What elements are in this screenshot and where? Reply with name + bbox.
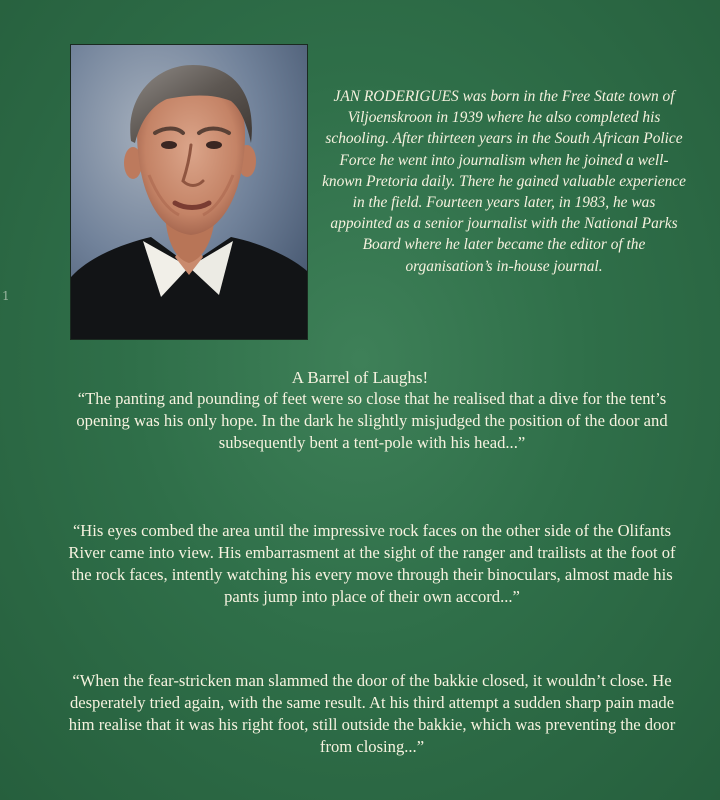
quote-1: “The panting and pounding of feet were so close that he realised that a dive for the tent’s opening was his only hope. In the dark he slightly misjudged the position of the door and subsequently bent a tent-pole with his head...” (76, 389, 668, 452)
quote-3: “When the fear-stricken man slammed the door of the bakkie closed, it wouldn’t close. He desperately tried again, with the same result. At his third attempt a sudden sharp pain made him realise that it was his right foot, still outside the bakkie, which was preventing the door from closing...” (68, 671, 676, 756)
author-portrait-image (71, 45, 307, 339)
author-photo (70, 44, 308, 340)
section-title: A Barrel of Laughs! (291, 368, 429, 387)
quote-2: “His eyes combed the area until the impressive rock faces on the other side of the Olifants River came into view. His embarrasment at the sight of the ranger and trailists at the foot of the rock faces, intently watching his every move through their binoculars, almost made his pants jump into place of their own accord...” (68, 521, 676, 606)
author-bio: JAN RODERIGUES was born in the Free State town of Viljoenskroon in 1939 where he also completed his schooling. After thirteen years in the South African Police Force he went into journalism when he joined a well-known Pretoria daily. There he gained valuable experience in the field. Fourteen years later, in 1983, he was appointed as a senior journalist with the National Parks Board where he later became the editor of the organisation’s in-house journal. (322, 88, 686, 275)
edge-mark: 1 (2, 289, 10, 303)
